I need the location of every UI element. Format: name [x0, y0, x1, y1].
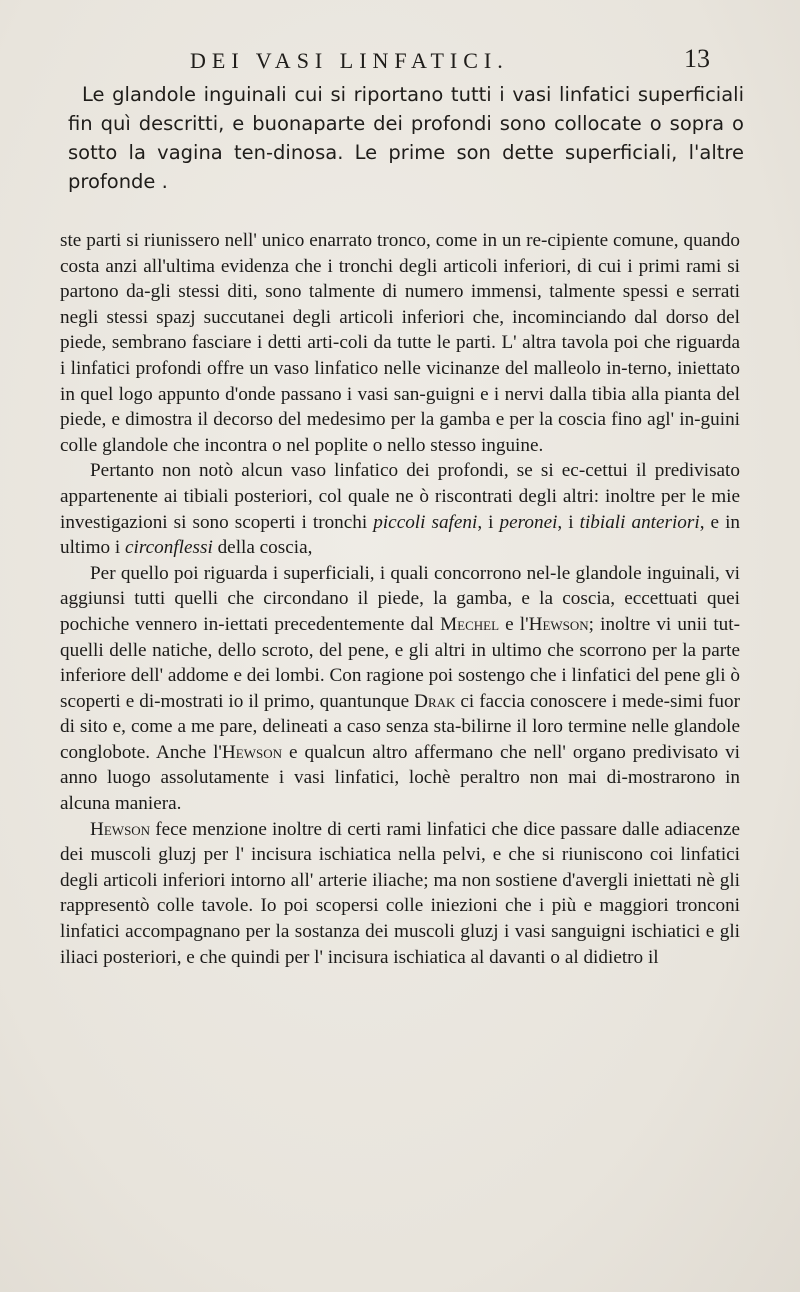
paragraph-3-text-c: ; inoltre vi unii tut-quelli delle natiche, dello scroto, del pene, e gli altri in ultimo che scorrono per la parte inferiore dell' addome e dei lombi. Con ragione poi sostengo che i linfatici del pene gli ò scoperti e di-mostrati io il primo, quantunque — [60, 613, 740, 712]
paragraph-2-sep-1: , i — [477, 511, 500, 533]
paragraph-4-text: fece menzione inoltre di certi rami linfatici che dice passare dalle adiacenze dei muscoli gluzj per l' incisura ischiatica nella pelvi, e che si riuniscono coi linfatici degli articoli inferiori intorno all' arterie iliache; ma non sostiene d'avergli iniettati nè gli rappresentò colle tavole. Io poi scopersi colle iniezioni che i più e maggiori tronconi linfatici accompagnano per la sostanza dei muscoli gluzj i vasi sanguigni ischiatici e gli iliaci posteriori, e che quindi per l' incisura ischiatica al davanti o al didietro il — [60, 818, 740, 968]
paragraph-2-sep-2: , i — [557, 511, 580, 533]
paragraph-3-text-d: ci faccia conoscere i mede-simi fuor di sito e, come a me pare, delineati a caso senza sta-bilirne il loro termine nelle glandole conglobote. Anche l' — [60, 690, 740, 763]
author-drak: Drak — [414, 690, 456, 712]
author-mechel: Mechel — [440, 613, 500, 635]
term-piccoli-safeni: piccoli safeni — [373, 511, 478, 533]
paragraph-2-text-a: Pertanto non notò alcun vaso linfatico dei profondi, se si ec-cettui il predivisato appartenente ai tibiali posteriori, col quale ne ò riscontrati degli altri: inoltre per le mie investigazioni si sono scoperti i tronchi — [60, 460, 740, 533]
caption-text: Le glandole inguinali cui si riportano tutti i vasi linfatici superficiali fin quì descritti, e buonaparte dei profondi sono collocate o sopra o sotto la vagina ten-dinosa. Le prime son dette superficiali, l'altre profonde . — [68, 83, 744, 193]
running-title: DEI VASI LINFATICI. — [190, 48, 509, 73]
author-hewson-3: Hewson — [90, 818, 151, 840]
figure-caption — [68, 80, 744, 196]
page-header — [90, 44, 730, 82]
paragraph-2 — [60, 458, 740, 560]
page-number: 13 — [684, 44, 710, 73]
paragraph-3-text-e: e qualcun altro affermano che nell' organo predivisato vi anno luogo assolutamente i vasi linfatici, lochè peraltro non mai di-mostrarono in alcuna maniera. — [60, 741, 741, 815]
body-text — [60, 228, 740, 970]
paragraph-4 — [60, 817, 740, 971]
author-hewson-2: Hewson — [221, 741, 282, 763]
paragraph-3 — [60, 561, 740, 817]
paragraph-2-sep-3: , e in ultimo i — [60, 511, 740, 559]
term-tibiali-anteriori: tibiali anteriori — [579, 511, 700, 533]
paragraph-1: ste parti si riunissero nell' unico enarrato tronco, come in un re-cipiente comune, quando costa anzi all'ultima evidenza che i tronchi degli articoli inferiori, di cui i primi rami si partono da-gli stessi diti, sono talmente di numero immensi, talmente spessi e serrati negli stessi spazj succutanei degli articoli inferiori che, incominciando dal dorso del piede, sembrano fasciare i detti arti-coli da tutte le parti. L' altra tavola poi che riguarda i linfatici profondi offre un vaso linfatico nelle vicinanze del malleolo in-terno, iniettato in quel logo appunto d'onde passano i vasi san-guigni e i nervi dalla tibia alla pianta del piede, e dimostra il decorso del medesimo per la gamba e per la coscia fino agl' in-guini colle glandole che incontra o nel poplite o nello stesso inguine. — [60, 230, 740, 456]
paragraph-3-text-b: e l' — [499, 613, 529, 635]
paragraph-3-text-a: Per quello poi riguarda i superficiali, i quali concorrono nel-le glandole inguinali, vi aggiunsi tutti quelli che circondano il piede, la gamba, e la coscia, eccettuati quei pochiche vennero in-iettati precedentemente dal — [60, 562, 740, 635]
term-circonflessi: circonflessi — [125, 537, 213, 559]
term-peronei: peronei — [499, 511, 558, 533]
paragraph-2-text-b: della coscia, — [212, 537, 313, 559]
author-hewson: Hewson — [528, 613, 589, 635]
